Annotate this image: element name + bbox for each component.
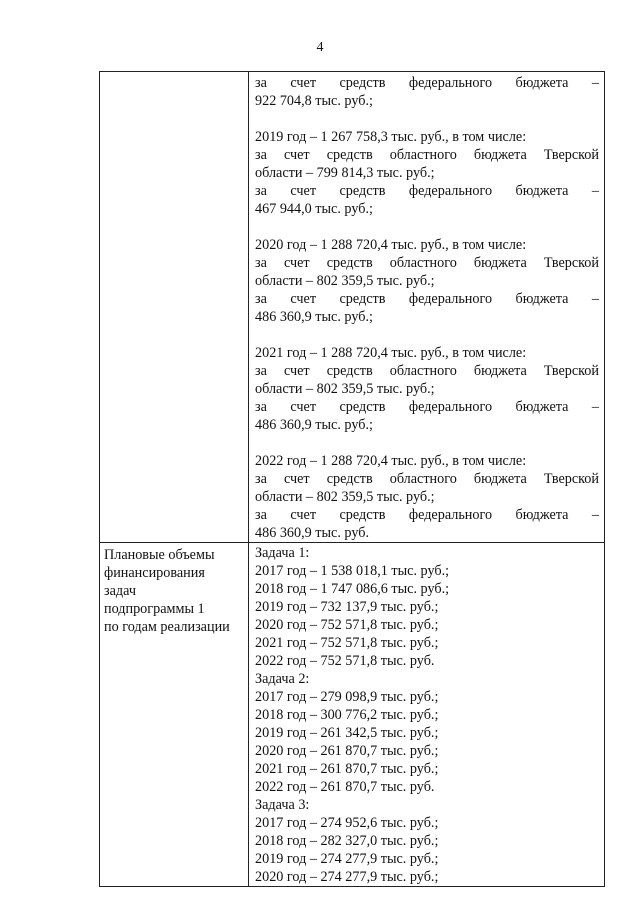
text-line: 467 944,0 тыс. руб.;	[255, 201, 373, 217]
text-line: за счет средств областного бюджета Тверской	[255, 363, 599, 379]
funding-block	[255, 74, 599, 110]
text-line: за счет средств федерального бюджета –	[255, 507, 599, 523]
text-line: 2020 год – 752 571,8 тыс. руб.;	[255, 617, 439, 633]
text-line: 2017 год – 1 538 018,1 тыс. руб.;	[255, 563, 450, 579]
financing-table	[99, 71, 605, 887]
label-line: Плановые объемы	[104, 547, 215, 563]
text-line: 2022 год – 261 870,7 тыс. руб.	[255, 779, 435, 795]
text-line: 2019 год – 274 277,9 тыс. руб.;	[255, 851, 439, 867]
text-line: 2018 год – 282 327,0 тыс. руб.;	[255, 833, 439, 849]
label-cell	[100, 543, 249, 887]
funding-block	[255, 344, 599, 434]
text-line: области – 799 814,3 тыс. руб.;	[255, 165, 435, 181]
text-line: 2022 год – 1 288 720,4 тыс. руб., в том числе:	[255, 453, 527, 469]
text-line: 2019 год – 261 342,5 тыс. руб.;	[255, 725, 439, 741]
label-line: финансирования	[104, 565, 205, 581]
section-label	[100, 543, 248, 636]
financing-by-source-content	[249, 72, 604, 542]
text-line: за счет средств областного бюджета Тверской	[255, 255, 599, 271]
label-line: подпрограммы 1	[104, 601, 205, 617]
text-line: 486 360,9 тыс. руб.;	[255, 417, 373, 433]
table-row	[100, 543, 605, 887]
text-line: 2019 год – 1 267 758,3 тыс. руб., в том числе:	[255, 129, 527, 145]
funding-block	[255, 452, 599, 542]
text-line: 2020 год – 274 277,9 тыс. руб.;	[255, 869, 439, 885]
text-line: за счет средств федерального бюджета –	[255, 291, 599, 307]
text-line: 922 704,8 тыс. руб.;	[255, 93, 373, 109]
text-line: 2020 год – 1 288 720,4 тыс. руб., в том числе:	[255, 237, 527, 253]
text-line: за счет средств федерального бюджета –	[255, 75, 599, 91]
planned-volumes-cell	[249, 543, 605, 887]
text-line: за счет средств федерального бюджета –	[255, 183, 599, 199]
text-line: 2021 год – 752 571,8 тыс. руб.;	[255, 635, 439, 651]
text-line: 2017 год – 274 952,6 тыс. руб.;	[255, 815, 439, 831]
text-line: Задача 3:	[255, 797, 310, 813]
text-line: 2019 год – 732 137,9 тыс. руб.;	[255, 599, 439, 615]
text-line: 2018 год – 300 776,2 тыс. руб.;	[255, 707, 439, 723]
page-number: 4	[316, 40, 324, 55]
text-line: 2021 год – 1 288 720,4 тыс. руб., в том числе:	[255, 345, 527, 361]
funding-block	[255, 128, 599, 218]
table-row	[100, 72, 605, 543]
text-line: 2020 год – 261 870,7 тыс. руб.;	[255, 743, 439, 759]
label-line: по годам реализации	[104, 619, 230, 635]
text-line: 486 360,9 тыс. руб.;	[255, 309, 373, 325]
text-line: 2018 год – 1 747 086,6 тыс. руб.;	[255, 581, 450, 597]
text-line: 2022 год – 752 571,8 тыс. руб.	[255, 653, 435, 669]
text-line: за счет средств федерального бюджета –	[255, 399, 599, 415]
funding-block	[255, 236, 599, 326]
text-line: Задача 2:	[255, 671, 310, 687]
text-line: Задача 1:	[255, 545, 310, 561]
empty-label-cell	[100, 72, 249, 543]
label-line: задач	[104, 583, 136, 599]
text-line: за счет средств областного бюджета Тверской	[255, 471, 599, 487]
text-line: за счет средств областного бюджета Тверской	[255, 147, 599, 163]
text-line: области – 802 359,5 тыс. руб.;	[255, 489, 435, 505]
planned-volumes-content	[249, 543, 604, 886]
text-line: 2017 год – 279 098,9 тыс. руб.;	[255, 689, 439, 705]
text-line: области – 802 359,5 тыс. руб.;	[255, 381, 435, 397]
financing-by-source-cell	[249, 72, 605, 543]
text-line: 2021 год – 261 870,7 тыс. руб.;	[255, 761, 439, 777]
text-line: 486 360,9 тыс. руб.	[255, 525, 369, 541]
text-line: области – 802 359,5 тыс. руб.;	[255, 273, 435, 289]
